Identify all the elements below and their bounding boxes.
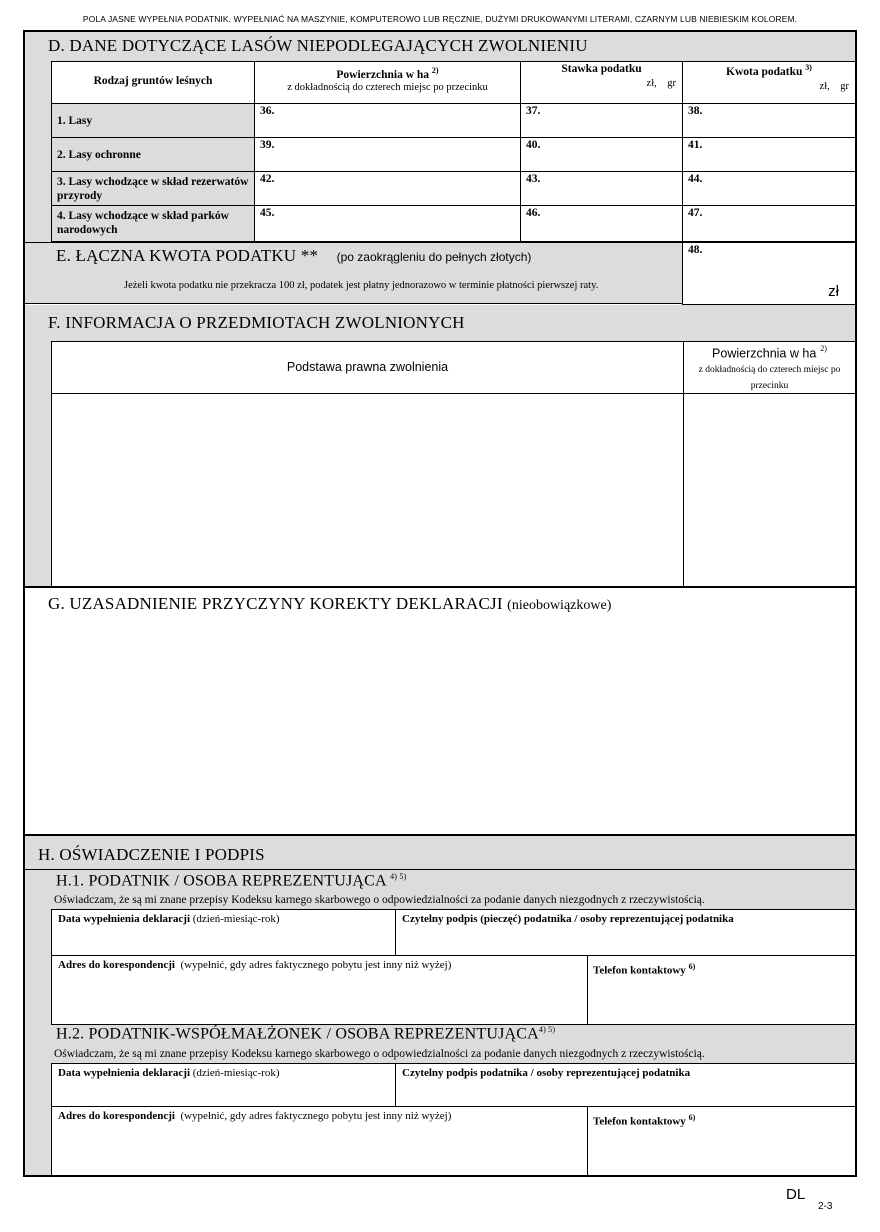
- field-47-amount[interactable]: 47.: [682, 205, 856, 242]
- field-42-area[interactable]: 42.: [254, 171, 521, 206]
- form-frame-outline: [23, 30, 857, 1177]
- field-45-area[interactable]: 45.: [254, 205, 521, 242]
- page-number: 2-3: [818, 1201, 833, 1212]
- currency-unit-zl: zł: [828, 283, 839, 300]
- col-header-tax-amount: Kwota podatku $^{3)}$ zł, gr: [682, 61, 856, 104]
- h1-declaration: Oświadczam, że są mi znane przepisy Kodeksu karnego skarbowego o odpowiedzialności za podanie danych niezgodnych z rzeczywistością.: [54, 894, 705, 906]
- section-h-title: H. OŚWIADCZENIE I PODPIS: [38, 845, 265, 864]
- h2-phone-field[interactable]: Telefon kontaktowy $^{6)}$: [587, 1106, 856, 1176]
- section-e-payment-note: Jeżeli kwota podatku nie przekracza 100 zł, podatek jest płatny jednorazowo w terminie płatności pierwszej raty.: [124, 280, 599, 291]
- h1-date-field[interactable]: Data wypełnienia deklaracji (dzień-miesiąc-rok): [51, 909, 396, 956]
- section-e-title: E. ŁĄCZNA KWOTA PODATKU ** (po zaokrągleniu do pełnych złotych): [56, 246, 532, 265]
- col-header-exempt-area: Powierzchnia w ha $^{2)}$ z dokładnością do czterech miejsc po przecinku: [683, 341, 856, 394]
- section-f-title: F. INFORMACJA O PRZEDMIOTACH ZWOLNIONYCH: [48, 313, 465, 332]
- field-38-amount[interactable]: 38.: [682, 103, 856, 138]
- field-40-rate[interactable]: 40.: [520, 137, 683, 172]
- field-39-area[interactable]: 39.: [254, 137, 521, 172]
- section-e-rounding-note: (po zaokrągleniu do pełnych złotych): [336, 250, 532, 264]
- field-44-amount[interactable]: 44.: [682, 171, 856, 206]
- h2-title: H.2. PODATNIK-WSPÓŁMAŁŻONEK / OSOBA $REPREZENTUJĄCA^{4) 5)}$: [56, 1025, 556, 1043]
- h2-declaration: Oświadczam, że są mi znane przepisy Kodeksu karnego skarbowego o odpowiedzialności za podanie danych niezgodnych z rzeczywistością.: [54, 1048, 705, 1060]
- row-label-nature-reserves: 3. Lasy wchodzące w skład rezerwatów przyrody: [51, 171, 255, 206]
- field-46-rate[interactable]: 46.: [520, 205, 683, 242]
- h1-address-field[interactable]: Adres do korespondencji (wypełnić, gdy adres faktycznego pobytu jest inny niż wyżej): [51, 955, 588, 1025]
- section-d-title: D. DANE DOTYCZĄCE LASÓW NIEPODLEGAJĄCYCH ZWOLNIENIU: [48, 36, 588, 55]
- h1-title: H.1. PODATNIK / OSOBA REPREZENTUJĄCA $^{4) 5)}$: [56, 872, 407, 890]
- h2-address-field[interactable]: Adres do korespondencji (wypełnić, gdy adres faktycznego pobytu jest inny niż wyżej): [51, 1106, 588, 1176]
- h1-phone-field[interactable]: Telefon kontaktowy $^{6)}$: [587, 955, 856, 1025]
- field-43-rate[interactable]: 43.: [520, 171, 683, 206]
- section-g-title: G. UZASADNIENIE PRZYCZYNY KOREKTY DEKLARACJI (nieobowiązkowe): [48, 594, 612, 613]
- form-code: DL: [786, 1186, 806, 1203]
- row-label-protective-forests: 2. Lasy ochronne: [51, 137, 255, 172]
- field-41-amount[interactable]: 41.: [682, 137, 856, 172]
- field-48-total-tax[interactable]: 48. zł: [682, 242, 856, 305]
- col-header-area: Powierzchnia w ha $^{2)}$ z dokładnością do czterech miejsc po przecinku: [254, 61, 521, 104]
- h1-signature-field[interactable]: Czytelny podpis (pieczęć) podatnika / osoby reprezentującej podatnika: [395, 909, 856, 956]
- field-36-area[interactable]: 36.: [254, 103, 521, 138]
- top-instruction-note: POLA JASNE WYPEŁNIA PODATNIK. WYPEŁNIAĆ NA MASZYNIE, KOMPUTEROWO LUB RĘCZNIE, DUŻYMI DRUKOWANYMI LITERAMI, CZARNYM LUB NIEBIESKIM KOLOREM.: [82, 14, 798, 24]
- row-label-national-parks: 4. Lasy wchodzące w skład parków narodowych: [51, 205, 255, 242]
- h2-date-field[interactable]: Data wypełnienia deklaracji (dzień-miesiąc-rok): [51, 1063, 396, 1107]
- col-header-legal-basis: Podstawa prawna zwolnienia: [51, 341, 684, 394]
- field-37-rate[interactable]: 37.: [520, 103, 683, 138]
- h2-signature-field[interactable]: Czytelny podpis podatnika / osoby reprezentującej podatnika: [395, 1063, 856, 1107]
- col-header-tax-rate: Stawka podatku zł, gr: [520, 61, 683, 104]
- col-header-forest-type: Rodzaj gruntów leśnych: [51, 61, 255, 104]
- row-label-forests: 1. Lasy: [51, 103, 255, 138]
